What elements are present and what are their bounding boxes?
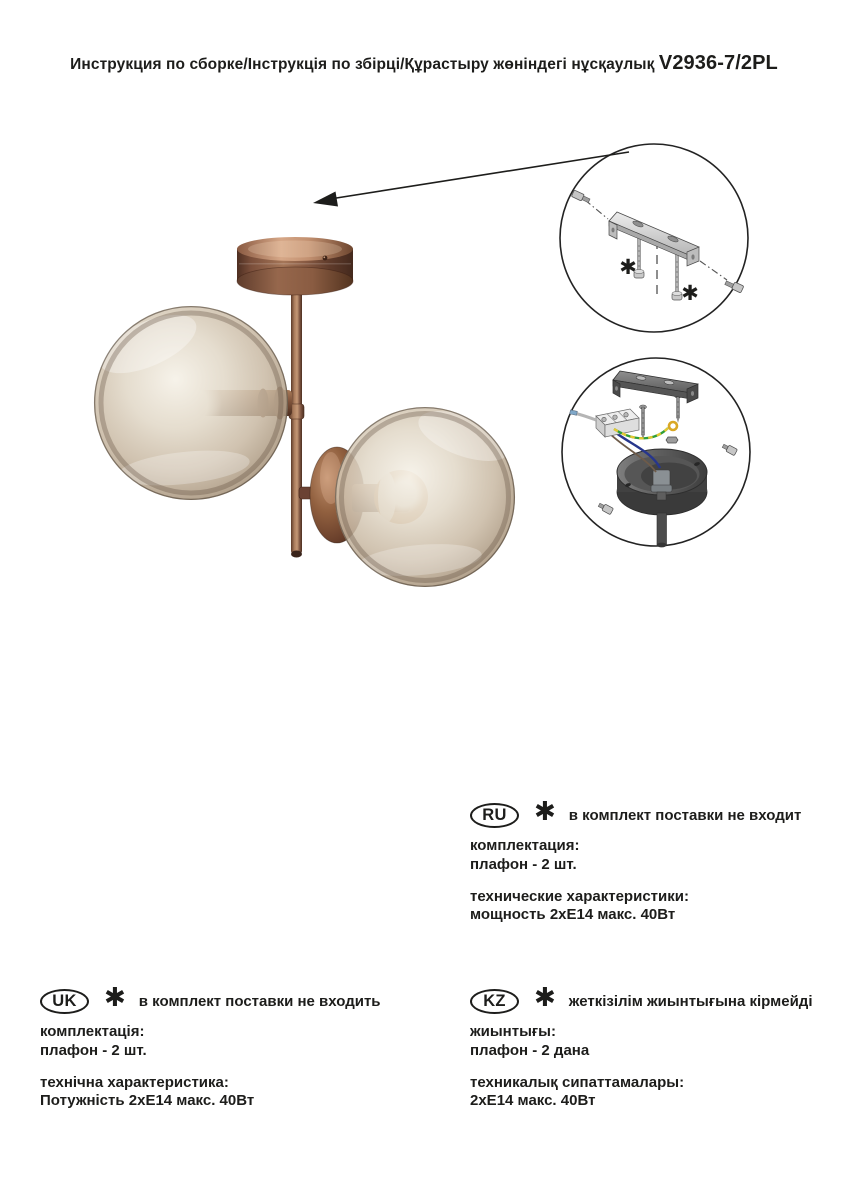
glass-globe-left	[92, 303, 292, 500]
section-ru	[470, 797, 840, 925]
lang-badge-kz: KZ	[470, 989, 519, 1014]
not-included-note-kz: жеткізілім жиынтығына кірмейді	[568, 992, 813, 1010]
package-contents-ru	[470, 837, 840, 875]
package-value: плафон - 2 дана	[470, 1041, 590, 1059]
title-text: Инструкция по сборке/Інструкція по збірці/Құрастыру жөніндегі нұсқаулық	[70, 56, 655, 73]
assembly-illustration	[0, 130, 848, 620]
asterisk-icon: ✱	[681, 281, 699, 305]
ceiling-canopy	[237, 237, 353, 295]
asterisk-icon: ✱	[104, 983, 126, 1013]
support-rod	[289, 278, 304, 558]
tech-specs-uk	[40, 1074, 460, 1112]
glass-globe-right	[335, 401, 516, 587]
specs-label: техникалық сипаттамалары:	[470, 1073, 685, 1091]
tech-specs-ru	[470, 888, 840, 926]
specs-value: 2хЕ14 макс. 40Вт	[470, 1092, 596, 1110]
package-contents-uk	[40, 1023, 460, 1061]
section-uk	[40, 983, 460, 1111]
nut-icon	[666, 437, 678, 443]
canopy-wiring-detail-circle	[562, 358, 750, 547]
asterisk-icon: ✱	[534, 983, 556, 1013]
not-included-note-uk: в комплект поставки не входить	[138, 992, 381, 1010]
canopy-screw-icon	[323, 256, 328, 261]
section-kz-header	[470, 983, 845, 1014]
page-title	[0, 51, 848, 77]
specs-value: мощность 2хЕ14 макс. 40Вт	[470, 906, 676, 924]
package-contents-kz	[470, 1023, 845, 1061]
section-kz	[470, 983, 845, 1111]
lang-badge-uk: UK	[40, 989, 89, 1014]
lamp-illustration	[92, 237, 516, 587]
section-ru-header	[470, 797, 840, 828]
package-label: комплектация:	[470, 837, 580, 854]
lang-badge-ru: RU	[470, 803, 519, 828]
package-value: плафон - 2 шт.	[40, 1041, 147, 1059]
tech-specs-kz	[470, 1074, 845, 1112]
model-number: V2936-7/2PL	[658, 52, 778, 74]
not-included-note-ru: в комплект поставки не входит	[568, 806, 802, 824]
specs-label: технічна характеристика:	[40, 1073, 229, 1091]
bracket-detail-circle	[560, 144, 748, 332]
specs-value: Потужність 2хЕ14 макс. 40Вт	[40, 1092, 255, 1110]
specs-label: технические характеристики:	[470, 887, 689, 905]
asterisk-icon: ✱	[534, 797, 556, 827]
package-value: плафон - 2 шт.	[470, 855, 577, 873]
package-label: комплектація:	[40, 1023, 145, 1040]
section-uk-header	[40, 983, 460, 1014]
package-label: жиынтығы:	[470, 1023, 556, 1040]
asterisk-icon: ✱	[619, 255, 637, 279]
